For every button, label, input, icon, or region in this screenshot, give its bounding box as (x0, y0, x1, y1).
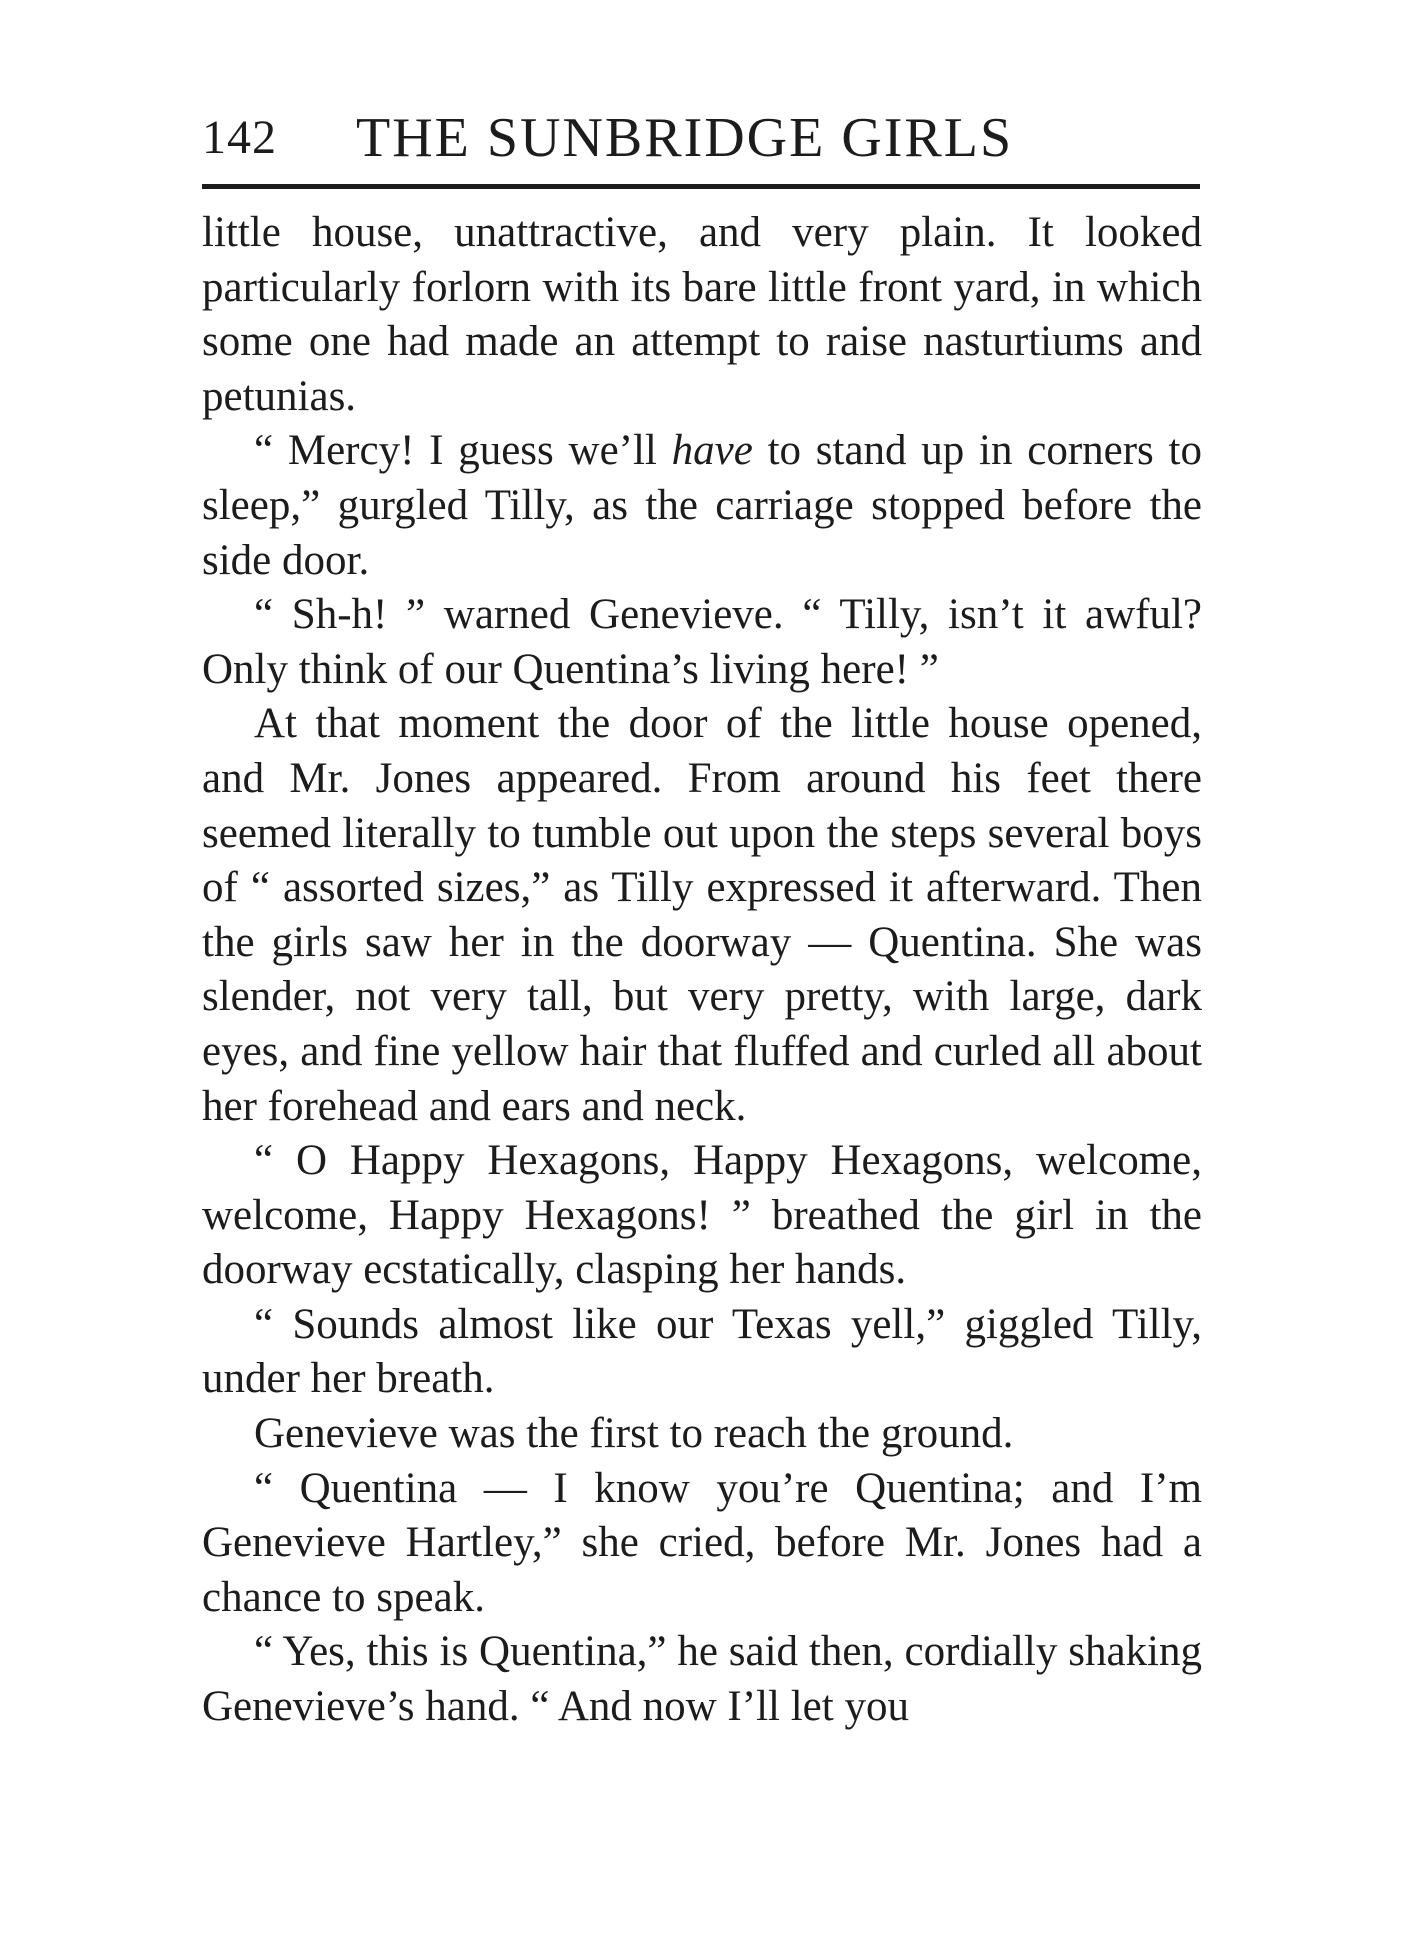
body-text (202, 206, 1202, 1735)
paragraph-6: “ Sounds almost like our Texas yell,” giggled Tilly, under her breath. (202, 1300, 1202, 1403)
header-rule (202, 184, 1200, 189)
page-header (202, 100, 1202, 180)
running-title: THE SUNBRIDGE GIRLS (356, 107, 1014, 169)
paragraph-3: “ Sh-h! ” warned Genevieve. “ Tilly, isn’t it awful? Only think of our Quentina’s living here! ” (202, 591, 1202, 693)
paragraph-4: At that moment the door of the little house opened, and Mr. Jones appeared. From around his feet there seemed literally to tumble out upon the steps several boys of “ assorted sizes,” as Tilly expressed it afterward. Then the girls saw her in the doorway — Quentina. She was slender, not very tall, but very pretty, with large, dark eyes, and fine yellow hair that fluffed and curled all about her forehead and ears and neck. (202, 700, 1202, 1130)
paragraph-8: “ Quentina — I know you’re Quentina; and I’m Genevieve Hartley,” she cried, before Mr. Jones had a chance to speak. (202, 1464, 1202, 1621)
emphasis-have: have (671, 427, 753, 475)
paragraph-2-before: “ Mercy! I guess we’ll (254, 427, 672, 475)
paragraph-2-after: to stand up in corners to sleep,” gurgled Tilly, as the carriage stopped before the side door. (202, 427, 1202, 584)
paragraph-9: “ Yes, this is Quentina,” he said then, cordially shaking Genevieve’s hand. “ And now I’ll let you (202, 1628, 1202, 1731)
page-number: 142 (202, 111, 277, 164)
paragraph-5: “ O Happy Hexagons, Happy Hexagons, welcome, welcome, Happy Hexagons! ” breathed the girl in the doorway ecstatically, clasping her hands. (202, 1137, 1202, 1294)
paragraph-1: little house, unattractive, and very plain. It looked particularly forlorn with its bare little front yard, in which some one had made an attempt to raise nasturtiums and petunias. (202, 209, 1202, 420)
paragraph-7: Genevieve was the first to reach the ground. (254, 1410, 1014, 1458)
paragraph-2 (202, 424, 1202, 588)
